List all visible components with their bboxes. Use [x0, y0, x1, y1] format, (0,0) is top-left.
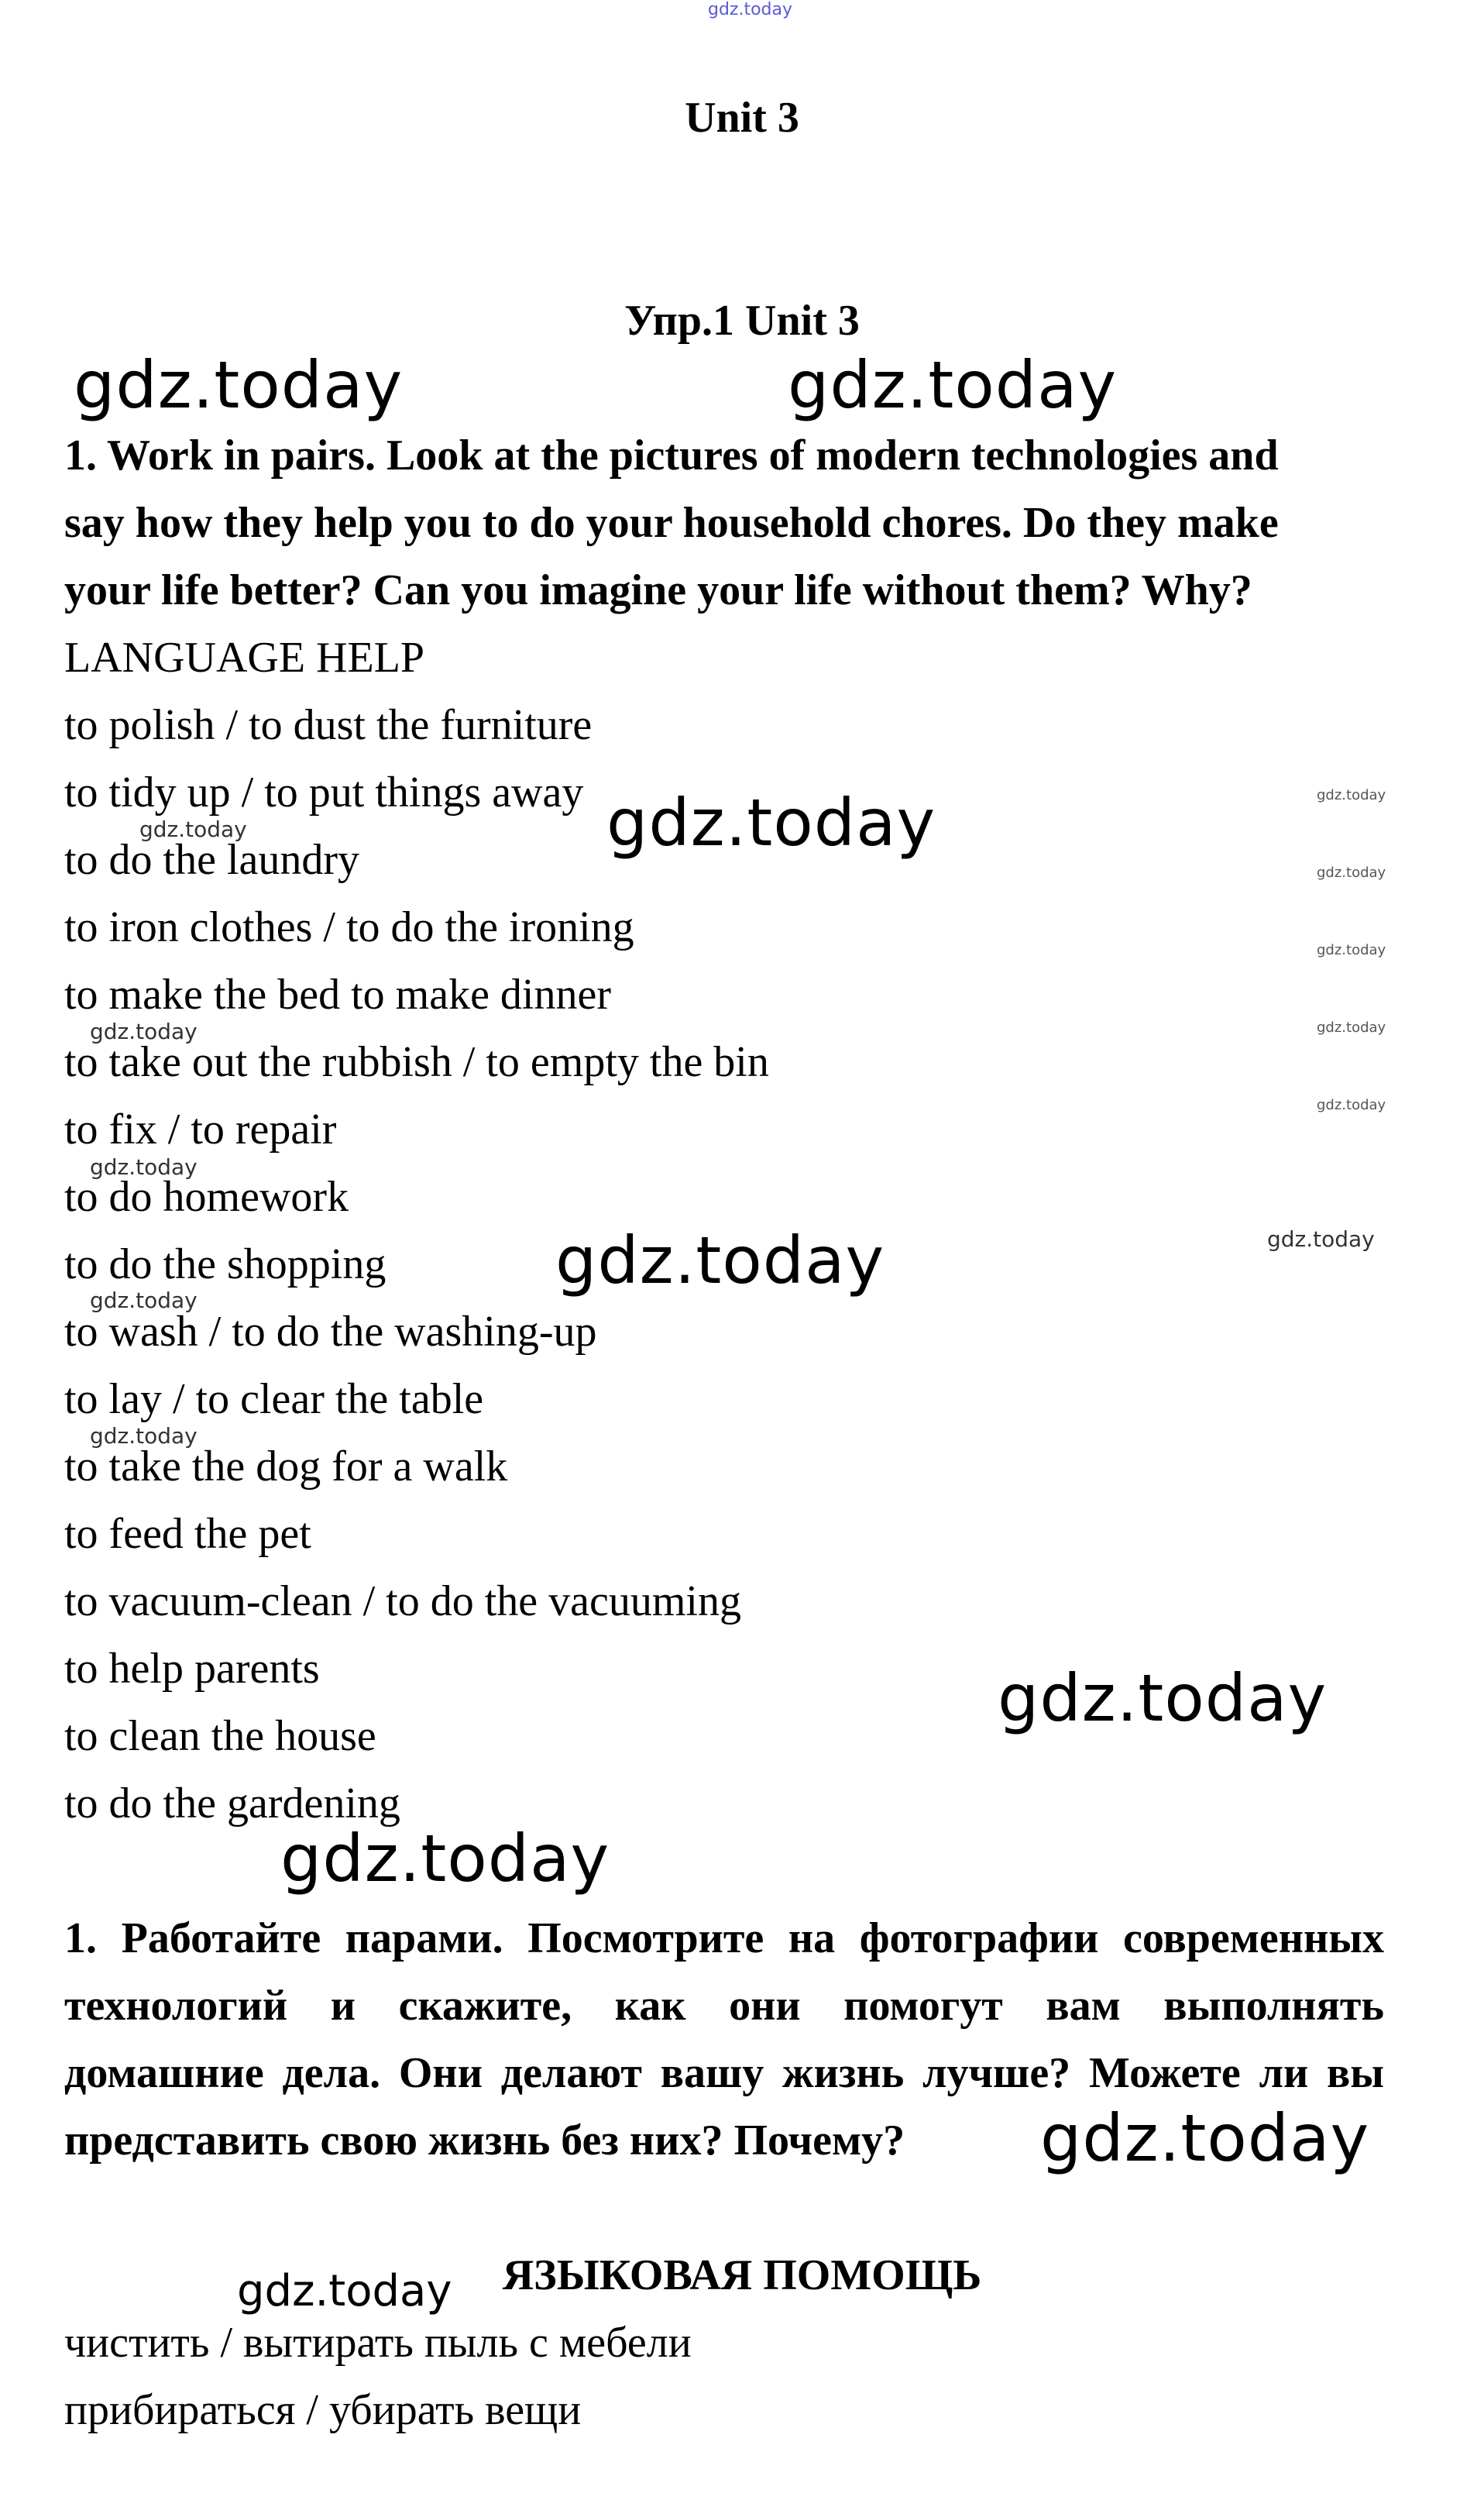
- task-ru-line-2: технологий и скажите, как они помогут вам выполнять: [64, 1982, 1384, 2030]
- language-help-item: to do the gardening: [64, 1779, 400, 1828]
- language-help-ru-item: чистить / вытирать пыль с мебели: [64, 2319, 692, 2367]
- watermark-small: gdz.today: [90, 1154, 198, 1180]
- watermark-large: gdz.today: [788, 347, 1118, 423]
- watermark-tiny: gdz.today: [1317, 1020, 1386, 1036]
- watermark-tiny: gdz.today: [1317, 865, 1386, 881]
- watermark-large: gdz.today: [1040, 2100, 1370, 2176]
- language-help-item: to wash / to do the washing-up: [64, 1308, 597, 1356]
- watermark-tiny: gdz.today: [1317, 942, 1386, 958]
- task-ru-line-1: 1. Работайте парами. Посмотрите на фотографии современных: [64, 1914, 1384, 1962]
- language-help-item: to iron clothes / to do the ironing: [64, 903, 634, 951]
- language-help-item: to tidy up / to put things away: [64, 769, 584, 817]
- language-help-item: to do homework: [64, 1173, 349, 1221]
- watermark-large: gdz.today: [606, 785, 936, 861]
- language-help-item: to take the dog for a walk: [64, 1442, 508, 1491]
- task-en-line-1: 1. Work in pairs. Look at the pictures of modern technologies and: [64, 432, 1279, 480]
- watermark-small: gdz.today: [90, 1288, 198, 1313]
- watermark-tiny: gdz.today: [1317, 1097, 1386, 1113]
- language-help-item: to fix / to repair: [64, 1105, 337, 1154]
- language-help-item: to lay / to clear the table: [64, 1375, 484, 1423]
- language-help-ru-heading: ЯЗЫКОВАЯ ПОМОЩЬ: [502, 2251, 982, 2299]
- language-help-item: to do the shopping: [64, 1240, 386, 1288]
- watermark-small: gdz.today: [90, 1019, 198, 1044]
- language-help-item: to do the laundry: [64, 836, 360, 884]
- watermark-tiny: gdz.today: [1317, 787, 1386, 803]
- watermark-medium: gdz.today: [237, 2266, 452, 2316]
- top-watermark: gdz.today: [708, 0, 793, 19]
- exercise-title: Упр.1 Unit 3: [624, 297, 860, 345]
- language-help-item: to feed the pet: [64, 1510, 311, 1558]
- language-help-ru-item: прибираться / убирать вещи: [64, 2386, 582, 2434]
- language-help-item: to vacuum-clean / to do the vacuuming: [64, 1577, 741, 1625]
- task-en-line-3: your life better? Can you imagine your life without them? Why?: [64, 566, 1252, 614]
- language-help-item: to clean the house: [64, 1712, 376, 1760]
- task-ru-line-4: представить свою жизнь без них? Почему?: [64, 2116, 905, 2165]
- watermark-large: gdz.today: [74, 347, 404, 423]
- watermark-large: gdz.today: [998, 1660, 1328, 1736]
- task-en-line-2: say how they help you to do your household chores. Do they make: [64, 499, 1279, 547]
- language-help-item: to help parents: [64, 1645, 320, 1693]
- task-ru-line-3: домашние дела. Они делают вашу жизнь лучше? Можете ли вы: [64, 2049, 1384, 2097]
- language-help-heading: LANGUAGE HELP: [64, 634, 425, 682]
- watermark-large: gdz.today: [555, 1222, 885, 1298]
- watermark-small: gdz.today: [139, 817, 247, 842]
- watermark-small: gdz.today: [1267, 1226, 1375, 1252]
- language-help-item: to polish / to dust the furniture: [64, 701, 593, 749]
- watermark-small: gdz.today: [90, 1423, 198, 1449]
- unit-title: Unit 3: [685, 94, 799, 142]
- language-help-item: to make the bed to make dinner: [64, 971, 611, 1019]
- watermark-large: gdz.today: [280, 1821, 610, 1896]
- language-help-item: to take out the rubbish / to empty the bin: [64, 1038, 769, 1086]
